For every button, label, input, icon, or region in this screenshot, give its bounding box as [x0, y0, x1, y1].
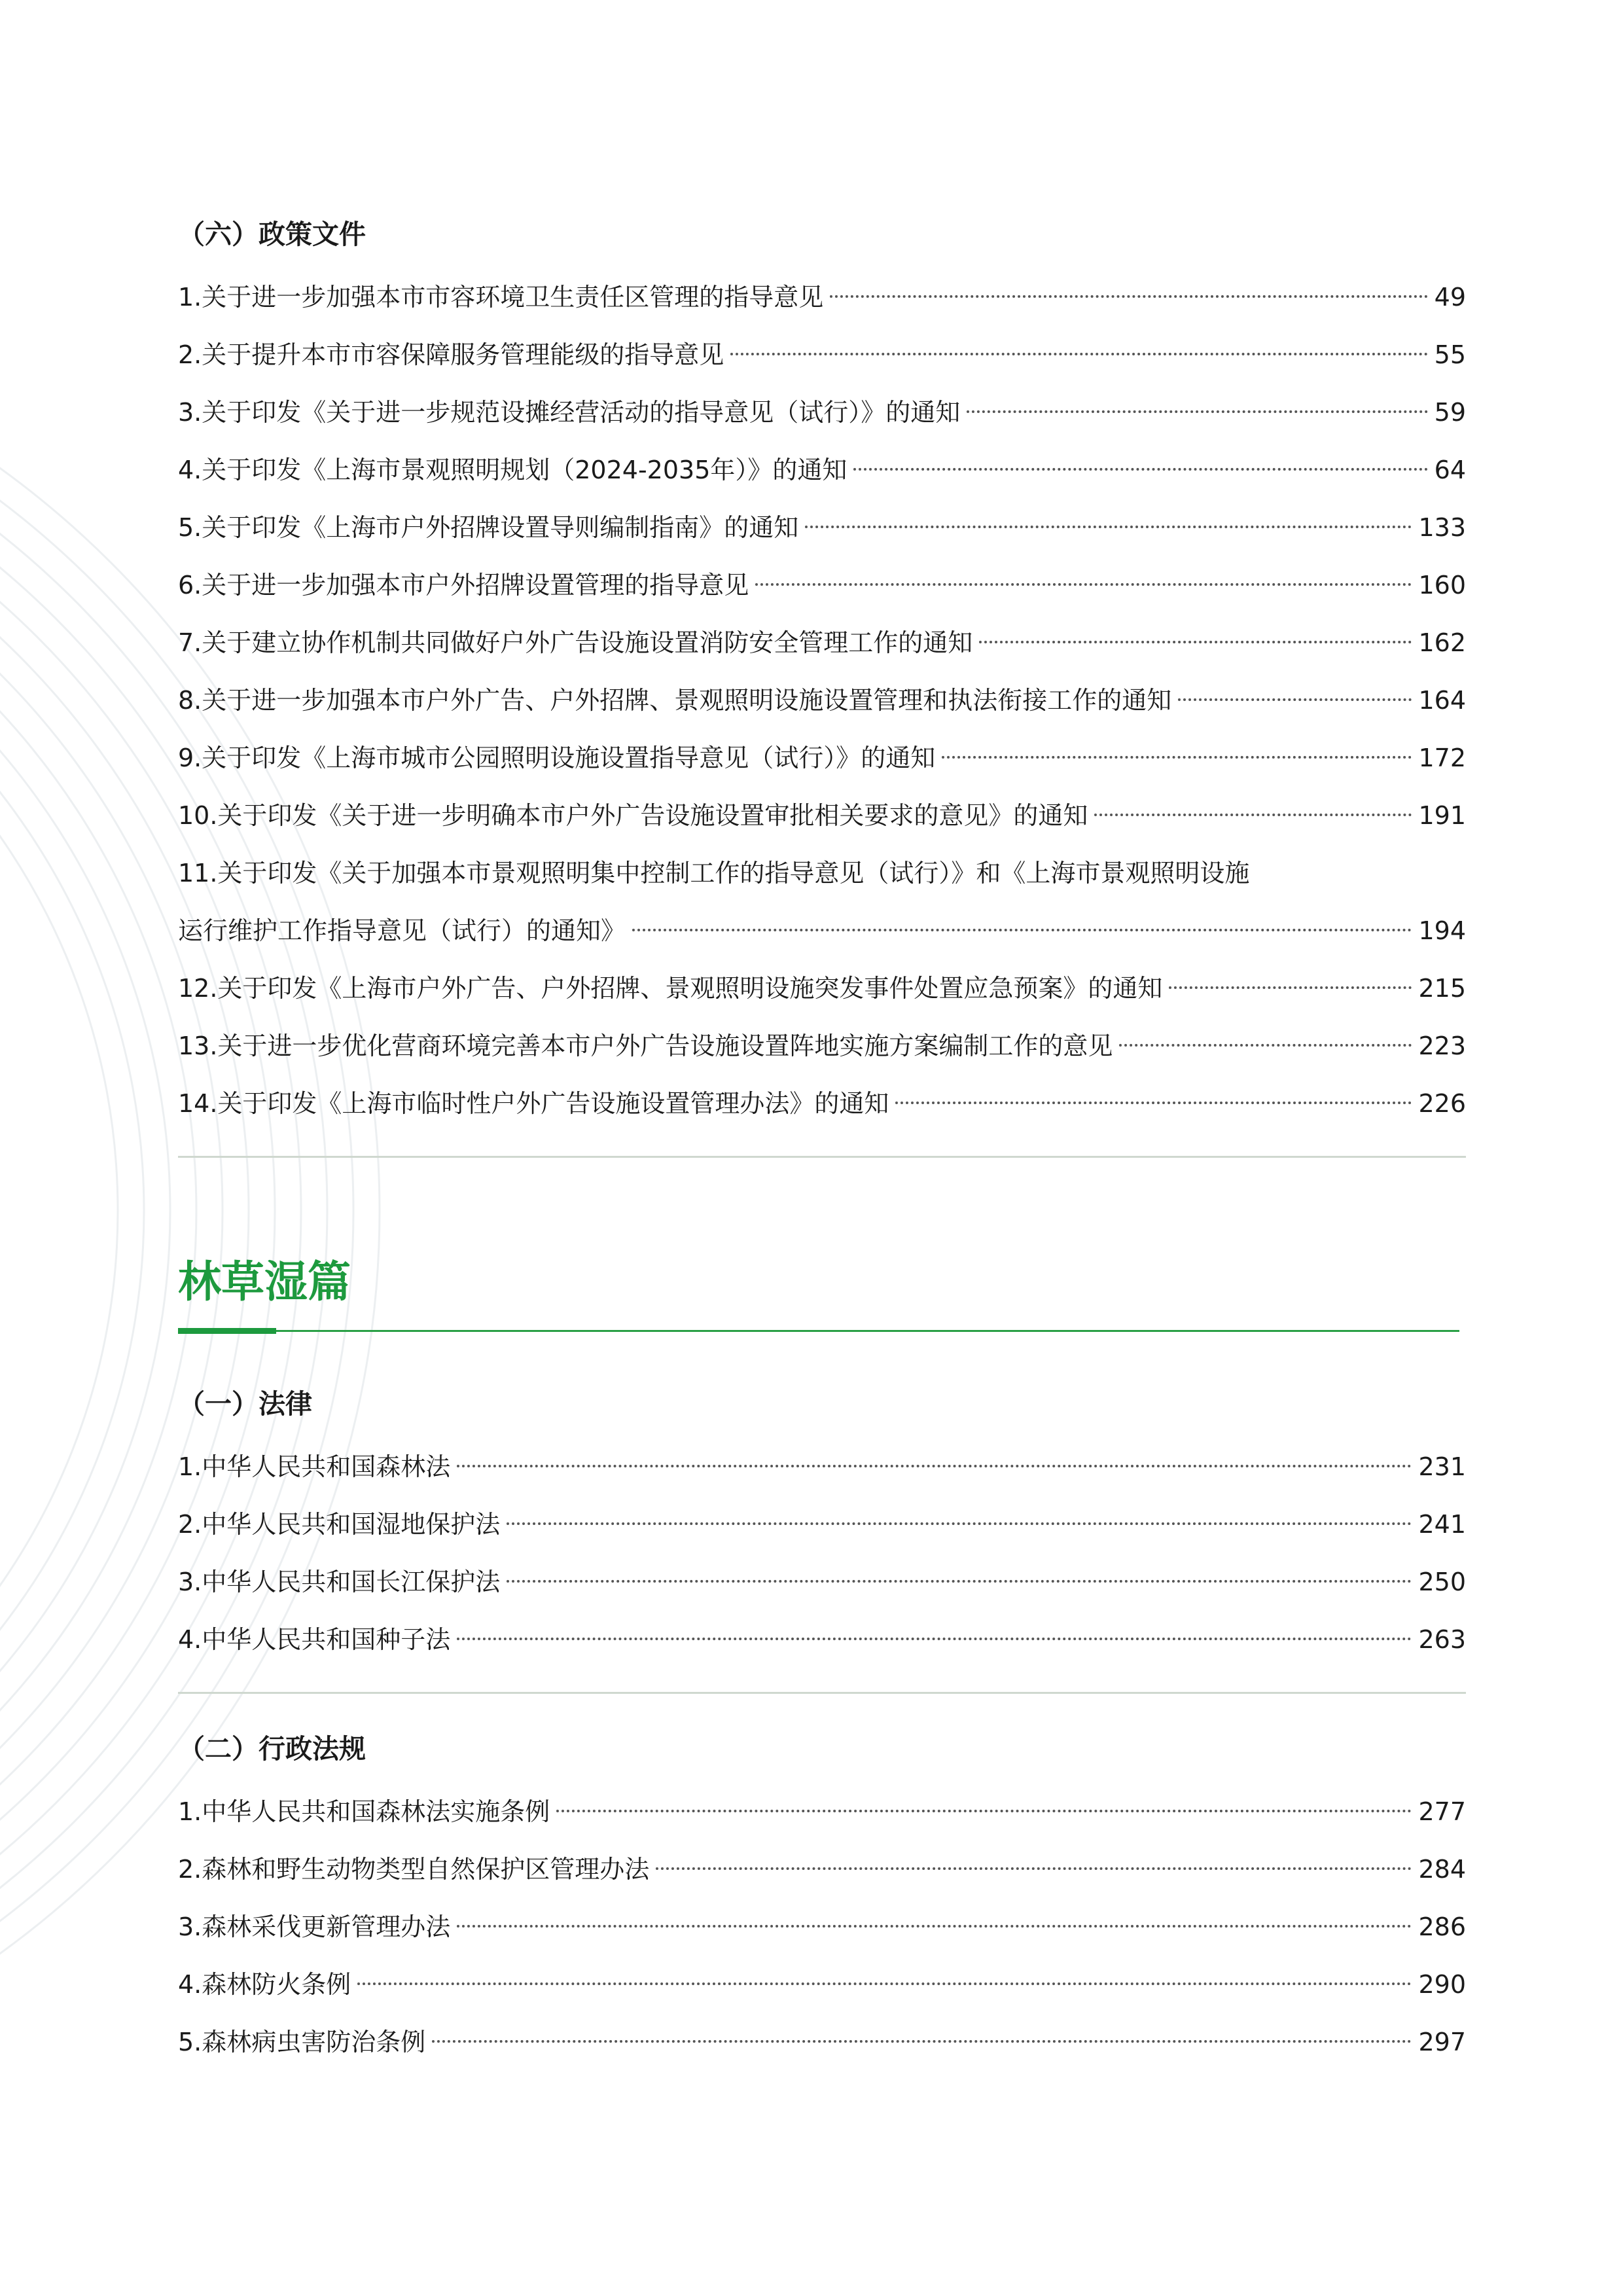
- toc-entry-page: 191: [1418, 801, 1466, 830]
- dot-leader: [830, 295, 1427, 298]
- toc-entry[interactable]: [178, 326, 1466, 384]
- dot-leader: [357, 1982, 1412, 1985]
- toc-entry[interactable]: [178, 614, 1466, 672]
- dot-leader: [1094, 814, 1412, 816]
- toc-entry-title: 4.关于印发《上海市景观照明规划（2024-2035年）》的通知: [178, 456, 847, 484]
- toc-entry-title: 7.关于建立协作机制共同做好户外广告设施设置消防安全管理工作的通知: [178, 628, 973, 657]
- dot-leader: [1119, 1044, 1412, 1047]
- toc-entry[interactable]: [178, 1553, 1466, 1611]
- toc-entry-page: 133: [1418, 513, 1466, 542]
- section-title-law: （一）法律: [178, 1388, 312, 1420]
- toc-entry-title: 2.关于提升本市市容保障服务管理能级的指导意见: [178, 340, 724, 369]
- toc-entry-page: 164: [1418, 686, 1466, 715]
- toc-entry-page: 277: [1418, 1797, 1466, 1826]
- toc-entry[interactable]: [178, 1075, 1466, 1132]
- section-divider: [178, 1156, 1466, 1158]
- toc-entry-page: 215: [1418, 974, 1466, 1003]
- toc-entry-page: 194: [1418, 916, 1466, 945]
- toc-entry-title: 3.森林采伐更新管理办法: [178, 1912, 451, 1941]
- toc-entry-title: 4.中华人民共和国种子法: [178, 1625, 451, 1654]
- dot-leader: [457, 1638, 1412, 1640]
- toc-entry-title: 8.关于进一步加强本市户外广告、户外招牌、景观照明设施设置管理和执法衔接工作的通知: [178, 686, 1172, 715]
- section-title-admin-regulations: （二）行政法规: [178, 1733, 366, 1765]
- toc-entry-page: 160: [1418, 571, 1466, 600]
- dot-leader: [656, 1867, 1412, 1870]
- toc-entry[interactable]: [178, 1611, 1466, 1668]
- toc-entry[interactable]: [178, 1898, 1466, 1956]
- toc-entry[interactable]: [178, 1496, 1466, 1553]
- toc-entry-title-continued: 运行维护工作指导意见（试行）的通知》: [178, 916, 626, 945]
- toc-entry-title: 3.中华人民共和国长江保护法: [178, 1568, 501, 1596]
- section-title-policy: （六）政策文件: [178, 219, 366, 250]
- part-title: 林草湿篇: [178, 1257, 351, 1307]
- toc-entry-title: 11.关于印发《关于加强本市景观照明集中控制工作的指导意见（试行）》和《上海市景观照明设施: [178, 859, 1250, 888]
- toc-entry-title: 1.关于进一步加强本市市容环境卫生责任区管理的指导意见: [178, 283, 824, 312]
- toc-entry[interactable]: [178, 672, 1466, 729]
- toc-entry-title: 13.关于进一步优化营商环境完善本市户外广告设施设置阵地实施方案编制工作的意见: [178, 1031, 1113, 1060]
- toc-entry-page: 49: [1434, 283, 1466, 312]
- dot-leader: [457, 1465, 1412, 1467]
- toc-entry[interactable]: [178, 556, 1466, 614]
- toc-entry-title: 2.中华人民共和国湿地保护法: [178, 1510, 501, 1539]
- dot-leader: [632, 929, 1412, 931]
- toc-entry-page: 55: [1434, 340, 1466, 369]
- toc-entry-page: 226: [1418, 1089, 1466, 1118]
- toc-entry-page: 223: [1418, 1031, 1466, 1060]
- dot-leader: [457, 1925, 1412, 1928]
- toc-entry-page: 172: [1418, 744, 1466, 772]
- toc-entry-page: 297: [1418, 2028, 1466, 2056]
- dot-leader: [556, 1810, 1412, 1812]
- dot-leader: [979, 641, 1412, 643]
- dot-leader: [1169, 986, 1412, 989]
- toc-entry-title: 10.关于印发《关于进一步明确本市户外广告设施设置审批相关要求的意见》的通知: [178, 801, 1088, 830]
- toc-entry-page: 290: [1418, 1970, 1466, 1999]
- toc-entry[interactable]: [178, 268, 1466, 326]
- dot-leader: [805, 526, 1412, 528]
- dot-leader: [507, 1522, 1412, 1525]
- toc-entry-page: 59: [1434, 398, 1466, 427]
- toc-entry-page: 250: [1418, 1568, 1466, 1596]
- toc-entry-page: 284: [1418, 1855, 1466, 1884]
- toc-entry-page: 231: [1418, 1452, 1466, 1481]
- toc-entry-title: 4.森林防火条例: [178, 1970, 351, 1999]
- toc-entry-title: 3.关于印发《关于进一步规范设摊经营活动的指导意见（试行）》的通知: [178, 398, 961, 427]
- toc-entry[interactable]: [178, 1017, 1466, 1075]
- toc-entry[interactable]: [178, 1783, 1466, 1840]
- toc-entry-page: 64: [1434, 456, 1466, 484]
- toc-entry-title: 1.中华人民共和国森林法: [178, 1452, 451, 1481]
- part-title-underline: [178, 1328, 1466, 1333]
- dot-leader: [432, 2040, 1412, 2043]
- dot-leader: [755, 583, 1412, 586]
- toc-entry[interactable]: [178, 844, 1466, 960]
- toc-entry-title: 6.关于进一步加强本市户外招牌设置管理的指导意见: [178, 571, 749, 600]
- dot-leader: [730, 353, 1427, 355]
- toc-entry-title: 1.中华人民共和国森林法实施条例: [178, 1797, 550, 1826]
- toc-entry-title: 14.关于印发《上海市临时性户外广告设施设置管理办法》的通知: [178, 1089, 889, 1118]
- toc-entry-title: 12.关于印发《上海市户外广告、户外招牌、景观照明设施突发事件处置应急预案》的通知: [178, 974, 1163, 1003]
- toc-entry-title: 9.关于印发《上海市城市公园照明设施设置指导意见（试行）》的通知: [178, 744, 936, 772]
- dot-leader: [507, 1580, 1412, 1583]
- table-of-contents: [178, 216, 1466, 2071]
- toc-entry[interactable]: [178, 1438, 1466, 1496]
- dot-leader: [1178, 698, 1412, 701]
- toc-entry-title: 5.关于印发《上海市户外招牌设置导则编制指南》的通知: [178, 513, 799, 542]
- toc-entry[interactable]: [178, 787, 1466, 844]
- toc-entry[interactable]: [178, 384, 1466, 441]
- toc-entry-page: 162: [1418, 628, 1466, 657]
- toc-entry[interactable]: [178, 1956, 1466, 2013]
- toc-entry[interactable]: [178, 960, 1466, 1017]
- section-divider: [178, 1692, 1466, 1694]
- toc-entry[interactable]: [178, 1840, 1466, 1898]
- dot-leader: [895, 1102, 1412, 1104]
- dot-leader: [853, 468, 1427, 471]
- toc-entry-page: 286: [1418, 1912, 1466, 1941]
- toc-entry-page: 263: [1418, 1625, 1466, 1654]
- dot-leader: [942, 756, 1412, 759]
- toc-entry-title: 2.森林和野生动物类型自然保护区管理办法: [178, 1855, 650, 1884]
- toc-entry[interactable]: [178, 729, 1466, 787]
- toc-entry-page: 241: [1418, 1510, 1466, 1539]
- toc-entry[interactable]: [178, 2013, 1466, 2071]
- toc-entry[interactable]: [178, 441, 1466, 499]
- dot-leader: [967, 410, 1427, 413]
- toc-entry[interactable]: [178, 499, 1466, 556]
- toc-entry-title: 5.森林病虫害防治条例: [178, 2028, 426, 2056]
